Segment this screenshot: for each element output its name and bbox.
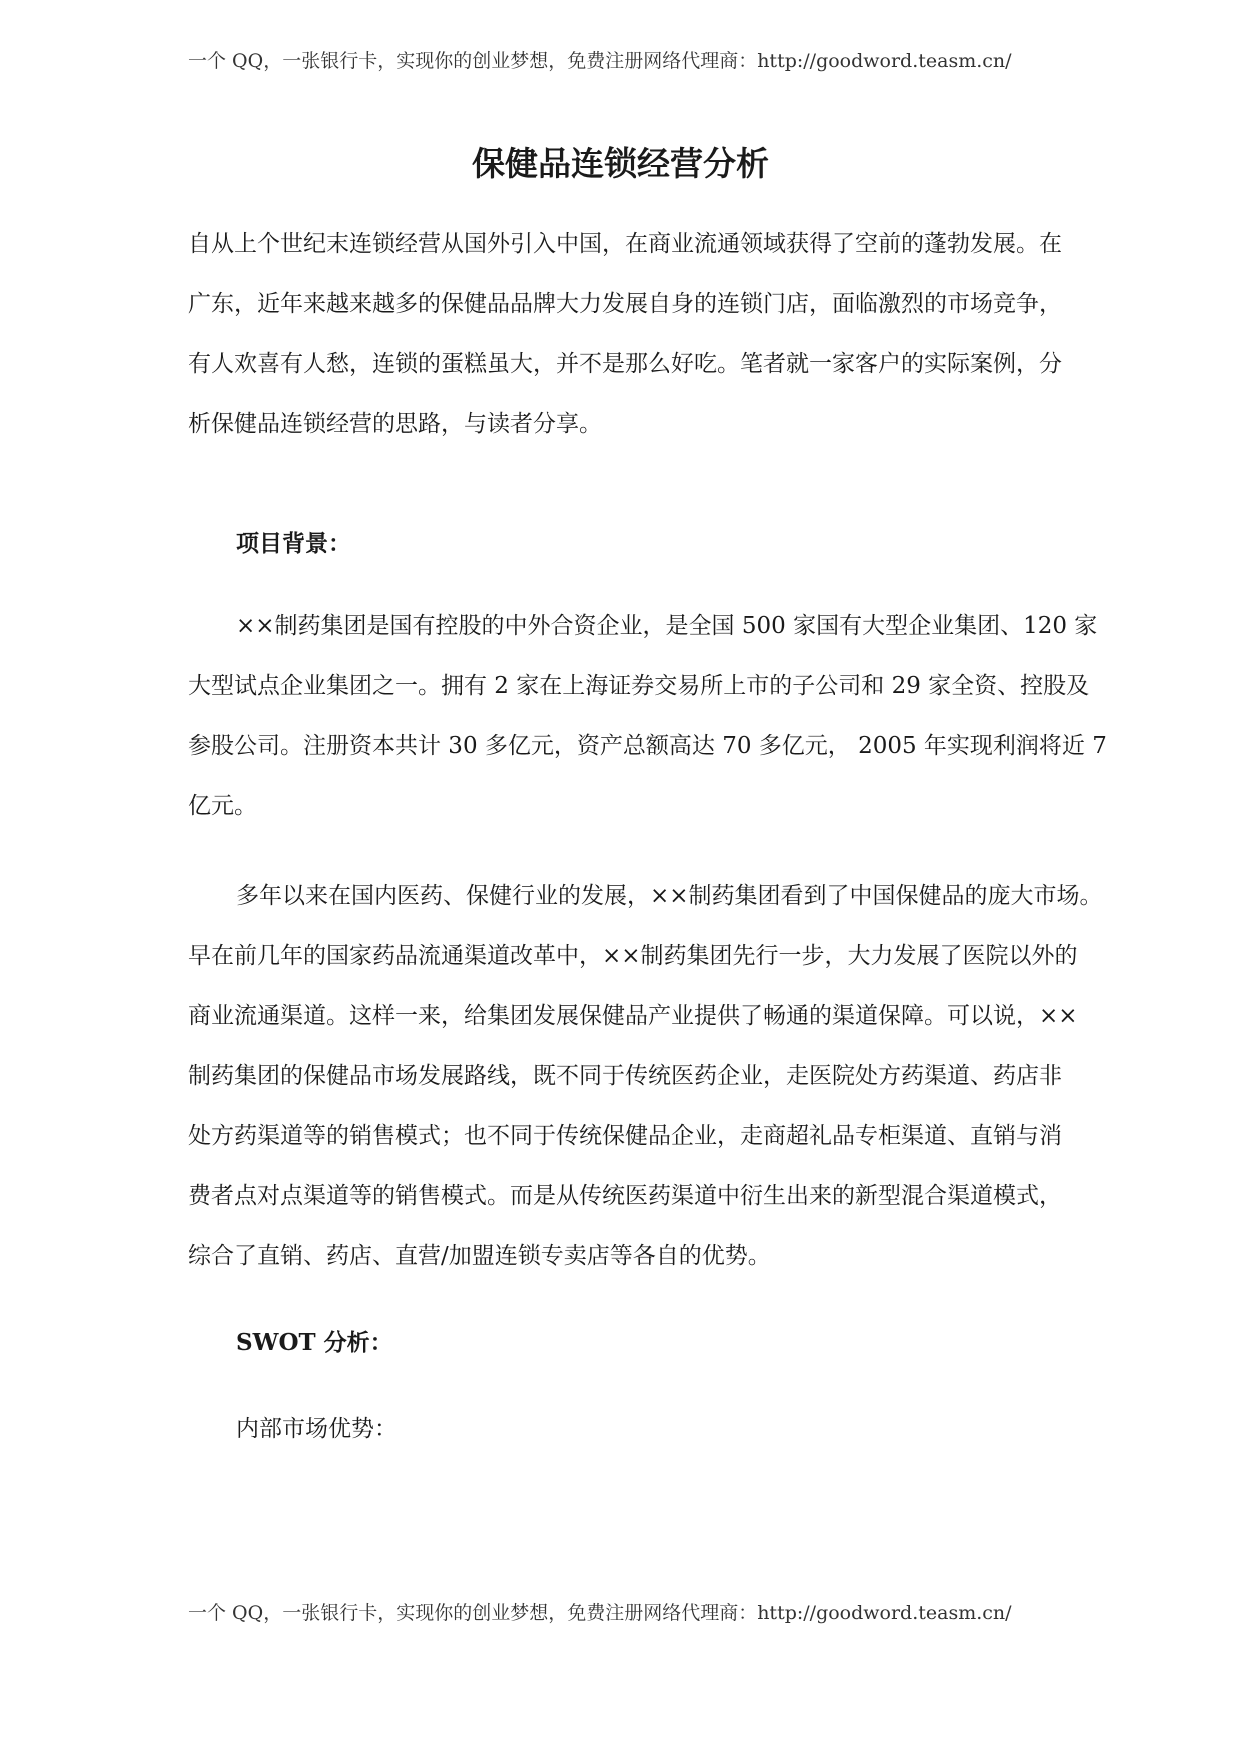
paragraph-line: 多年以来在国内医药、保健行业的发展，××制药集团看到了中国保健品的庞大市场。 bbox=[236, 883, 1103, 909]
paragraph-line: 早在前几年的国家药品流通渠道改革中，××制药集团先行一步，大力发展了医院以外的 bbox=[188, 943, 1078, 969]
paragraph-line: 自从上个世纪末连锁经营从国外引入中国，在商业流通领域获得了空前的蓬勃发展。在 bbox=[188, 231, 1062, 257]
section-heading-swot: SWOT 分析： bbox=[236, 1329, 393, 1356]
subheading-internal-advantages: 内部市场优势： bbox=[236, 1416, 397, 1442]
background-paragraph-2 bbox=[188, 866, 1138, 1286]
paragraph-line: 参股公司。注册资本共计 30 多亿元，资产总额高达 70 多亿元， 2005 年实现利润将近 7 bbox=[188, 733, 1107, 759]
page-footer: 一个 QQ，一张银行卡，实现你的创业梦想，免费注册网络代理商：http://goodword.teasm.cn/ bbox=[188, 1602, 1012, 1624]
paragraph-line: 有人欢喜有人愁，连锁的蛋糕虽大，并不是那么好吃。笔者就一家客户的实际案例，分 bbox=[188, 351, 1062, 377]
document-title: 保健品连锁经营分析 bbox=[472, 144, 769, 183]
paragraph-line: 大型试点企业集团之一。拥有 2 家在上海证券交易所上市的子公司和 29 家全资、控股及 bbox=[188, 673, 1090, 699]
paragraph-line: 广东，近年来越来越多的保健品品牌大力发展自身的连锁门店，面临激烈的市场竞争， bbox=[188, 291, 1062, 317]
background-paragraph-1 bbox=[188, 596, 1138, 836]
paragraph-line: 制药集团的保健品市场发展路线，既不同于传统医药企业，走医院处方药渠道、药店非 bbox=[188, 1063, 1062, 1089]
intro-paragraph bbox=[188, 214, 1138, 454]
paragraph-line: ××制药集团是国有控股的中外合资企业，是全国 500 家国有大型企业集团、120 家 bbox=[236, 613, 1098, 639]
paragraph-line: 商业流通渠道。这样一来，给集团发展保健品产业提供了畅通的渠道保障。可以说，×× bbox=[188, 1003, 1078, 1029]
paragraph-line: 费者点对点渠道等的销售模式。而是从传统医药渠道中衍生出来的新型混合渠道模式， bbox=[188, 1183, 1062, 1209]
paragraph-line: 析保健品连锁经营的思路，与读者分享。 bbox=[188, 411, 602, 437]
paragraph-line: 处方药渠道等的销售模式；也不同于传统保健品企业，走商超礼品专柜渠道、直销与消 bbox=[188, 1123, 1062, 1149]
paragraph-line: 综合了直销、药店、直营/加盟连锁专卖店等各自的优势。 bbox=[188, 1243, 771, 1269]
section-heading-background: 项目背景： bbox=[236, 530, 351, 557]
paragraph-line: 亿元。 bbox=[188, 793, 257, 819]
page-header: 一个 QQ，一张银行卡，实现你的创业梦想，免费注册网络代理商：http://goodword.teasm.cn/ bbox=[188, 50, 1012, 72]
